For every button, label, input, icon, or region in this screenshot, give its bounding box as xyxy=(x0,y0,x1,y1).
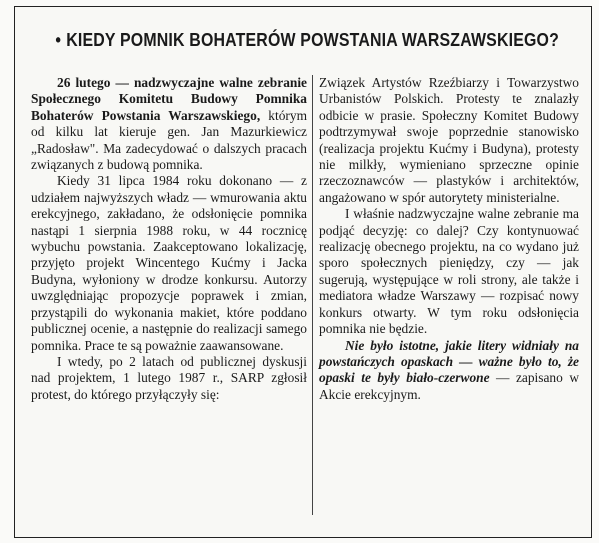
newspaper-clipping xyxy=(14,6,592,538)
left-column xyxy=(31,75,307,403)
quote-rest-text: — zapisano w Akcie erekcyjnym. xyxy=(319,370,579,402)
paragraph-decision: I właśnie nadzwyczajne walne zebranie ma podjąć decyzję: co dalej? Czy kontynuować realizację obecnego projektu, na co wydano już sporo społecznych pieniędzy, czy — jak sugerują, występujące w roli strony, ale także i mediatora władze Warszawy — rozpisać nowy konkurs otwarty. W tym roku odsłonięcia pomnika nie będzie. xyxy=(319,206,579,337)
headline-text: KIEDY POMNIK BOHATERÓW POWSTANIA WARSZAWSKIEGO? xyxy=(66,29,559,50)
paragraph-history: Kiedy 31 lipca 1984 roku dokonano — z udziałem najwyższych władz — wmurowania aktu erekcyjnego, zakładano, że odsłonięcie pomnika nastąpi 1 sierpnia 1988 roku, w 44 rocznicę wybuchu powstania. Zaakceptowano lokalizację, przyjęto projekt Wincentego Kućmy i Jacka Budyna, wyłoniony w drodze konkursu. Autorzy uwzględniając propozycje poprawek i zmian, przystąpili do wykonania makiet, które poddano publicznej ocenie, a następnie do realizacji samego pomnika. Prace te są poważnie zaawansowane. xyxy=(31,173,307,353)
column-divider xyxy=(312,75,313,515)
headline-bullet: • xyxy=(55,29,62,50)
lead-rest-text: którym od kilku lat kieruje gen. Jan Mazurkiewicz „Radosław". Ma zadecydować o dalszych pracach związanych z budową pomnika. xyxy=(31,107,307,173)
article-headline xyxy=(55,29,559,51)
quote-italic-text: Nie było istotne, jakie litery widniały na powstańczych opaskach — ważne było to, że opaski te były biało-czerwone xyxy=(319,337,579,386)
right-column xyxy=(319,75,579,403)
paragraph-protest: I wtedy, po 2 latach od publicznej dyskusji nad projektem, 1 lutego 1987 r., SARP zgłosił protest, do którego przyłączyły się: xyxy=(31,353,307,402)
lead-paragraph xyxy=(31,75,307,173)
paragraph-quote xyxy=(319,338,579,404)
lead-bold-text: 26 lutego — nadzwyczajne walne zebranie Społecznego Komitetu Budowy Pomnika Bohaterów Powstania Warszawskiego, xyxy=(31,75,307,123)
paragraph-continuation: Związek Artystów Rzeźbiarzy i Towarzystwo Urbanistów Polskich. Protesty te znalazły odbicie w prasie. Społeczny Komitet Budowy podtrzymywał swoje poprzednie stanowisko (realizacja projektu Kućmy i Budyna), protesty nie milkły, wymieniano sprzeczne opinie rzeczoznawców — plastyków i architektów, angażowano w spór autorytety ministerialne. xyxy=(319,75,579,205)
